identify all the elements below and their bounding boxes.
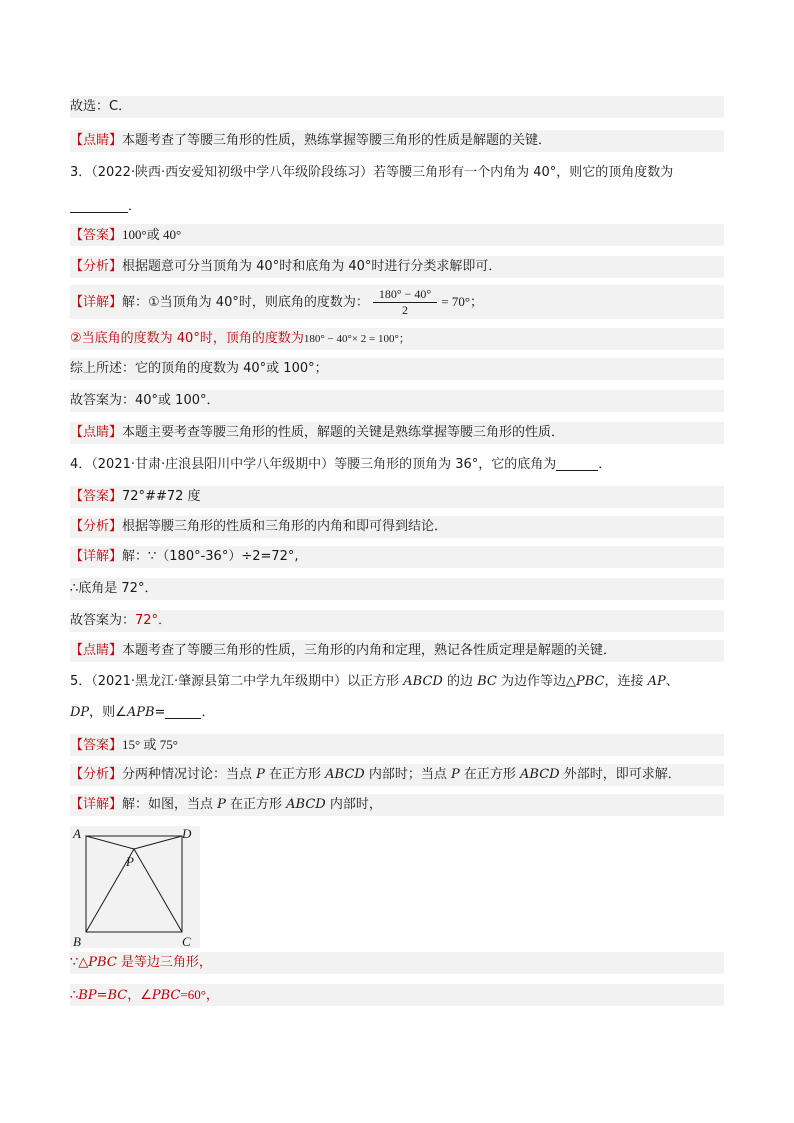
detail-tag: 【详解】 [70,295,123,310]
answer-3 [70,224,724,246]
analysis-tag: 【分析】 [70,259,123,274]
answer-4 [70,486,724,508]
fraction-numerator: 180° − 40° [373,287,437,303]
answer-tag: 【答案】 [70,738,123,753]
question-5-end: ． [201,705,215,720]
math-var: ABCD [520,767,560,782]
question-5-line-2 [70,702,724,724]
answer-blank [70,198,128,213]
math-var: PBC [575,674,605,689]
comment-3 [70,422,724,444]
question-5-text: 为边作等边△ [496,674,576,689]
analysis-4-text: 根据等腰三角形的性质和三角形的内角和即可得到结论． [122,519,448,534]
answer-blank [165,704,201,719]
detail-5-step-1 [70,952,724,974]
question-3-end: ． [128,199,142,214]
math-var: AP [647,674,666,689]
math-var: BP=BC [78,988,128,1003]
math-var: ABCD [286,797,326,812]
line-answer-choice [70,96,724,118]
step-text: ，∠ [127,988,152,1003]
math-var: PBC [88,955,117,970]
math-var: P [256,767,265,782]
fraction [373,287,437,318]
label-d: D [182,826,192,841]
detail-5-text: 在正方形 [225,797,287,812]
step-text: ∴ [70,988,79,1003]
detail-3 [70,285,724,319]
question-5-text: = [154,705,166,720]
answer-tag: 【答案】 [70,489,123,504]
label-p: P [126,854,134,869]
math-var: P [451,767,460,782]
analysis-4 [70,516,724,538]
detail-3-post: = 70°； [441,294,484,309]
case-2-formula: 180° − 40°× 2 = 100°； [303,333,410,345]
question-5-text: ，连接 [604,674,648,689]
question-3-text: 3．（2022·陕西·西安爱知初级中学八年级阶段练习）若等腰三角形有一个内角为 40°，则它的顶角度数为 [70,165,674,180]
analysis-3-text: 根据题意可分当顶角为 40°时和底角为 40°时进行分类求解即可． [122,259,502,274]
comment-4 [70,640,724,662]
detail-5-text: 解：如图，当点 [122,797,218,812]
detail-3-pre: 解：①当顶角为 40°时，则底角的度数为： [122,295,369,310]
math-var: APB [126,705,155,720]
segment-dp [134,836,182,849]
math-var: PBC [151,988,181,1003]
math-var: ABCD [325,767,365,782]
square-abcd [86,836,182,932]
analysis-tag: 【分析】 [70,519,123,534]
question-3 [70,162,724,184]
detail-3-answer [70,390,724,412]
detail-tag: 【详解】 [70,549,123,564]
segment-cp [134,849,182,932]
line-comment-q2 [70,130,724,152]
comment-tag: 【点睛】 [70,643,123,658]
question-4-text: 4．（2021·甘肃·庄浪县阳川中学八年级期中）等腰三角形的顶角为 36°，它的底角为 [70,457,557,472]
detail-4 [70,546,724,568]
square-triangle-diagram [70,826,200,948]
comment-4-text: 本题考查了等腰三角形的性质，三角形的内角和定理，熟记各性质定理是解题的关键． [122,643,617,658]
step-text: ∵△ [70,955,89,970]
detail-3-summary [70,358,724,380]
analysis-5 [70,764,724,786]
detail-4-text: 解：∵（180°-36°）÷2=72°, [122,549,299,564]
question-5-text: ，则∠ [89,705,127,720]
geometry-figure [70,826,200,948]
detail-5 [70,794,724,816]
step-text: 是等边三角形， [116,955,212,970]
detail-4-conclusion [70,578,724,600]
detail-3-case-2 [70,328,724,350]
detail-5-text: 内部时， [325,797,382,812]
math-var: DP [70,705,90,720]
fraction-denominator: 2 [402,303,409,317]
answer-tag: 【答案】 [70,228,123,243]
question-5-text: 5．（2021·黑龙江·肇源县第二中学九年级期中）以正方形 [70,674,404,689]
question-5-text: 的边 [442,674,478,689]
math-var: P [217,797,226,812]
final-answer-text: 故答案为：40°或 100°． [70,393,220,408]
final-answer-value: 72°． [135,613,172,628]
answer-4-text: 72°##72 度 [122,489,201,504]
comment-3-text: 本题主要考查等腰三角形的性质，解题的关键是熟练掌握等腰三角形的性质． [122,425,565,440]
summary-text: 综上所述：它的顶角的度数为 40°或 100°； [70,361,328,376]
analysis-5-text: 外部时，即可求解． [559,767,681,782]
answer-choice-text: 故选：C． [70,99,132,114]
comment-tag: 【点睛】 [70,425,123,440]
analysis-3 [70,256,724,278]
comment-tag: 【点睛】 [70,133,123,148]
detail-tag: 【详解】 [70,797,123,812]
comment-text: 本题考查了等腰三角形的性质，熟练掌握等腰三角形的性质是解题的关键． [122,133,552,148]
detail-5-step-2 [70,984,724,1006]
question-4-end: ． [598,457,612,472]
analysis-5-text: 内部时；当点 [364,767,451,782]
question-3-blank-line [70,196,724,218]
answer-blank [556,456,598,471]
step-text: =60°， [180,987,219,1002]
math-var: BC [477,674,497,689]
conclusion-text: ∴底角是 72°． [70,581,158,596]
label-a: A [73,826,81,841]
answer-3-text: 100°或 40° [122,227,182,242]
answer-5 [70,734,724,756]
case-2-text: ②当底角的度数为 40°时，顶角的度数为 [70,331,304,346]
analysis-5-text: 在正方形 [459,767,521,782]
question-5 [70,671,724,693]
analysis-5-text: 分两种情况讨论：当点 [122,767,257,782]
math-var: ABCD [403,674,443,689]
question-5-text: 、 [665,674,679,689]
final-answer-label: 故答案为： [70,613,136,628]
analysis-5-text: 在正方形 [264,767,326,782]
detail-4-answer [70,610,724,632]
label-c: C [182,934,191,948]
segment-ap [86,836,134,849]
question-4 [70,454,724,476]
label-b: B [73,934,81,948]
answer-5-text: 15° 或 75° [122,737,178,752]
analysis-tag: 【分析】 [70,767,123,782]
